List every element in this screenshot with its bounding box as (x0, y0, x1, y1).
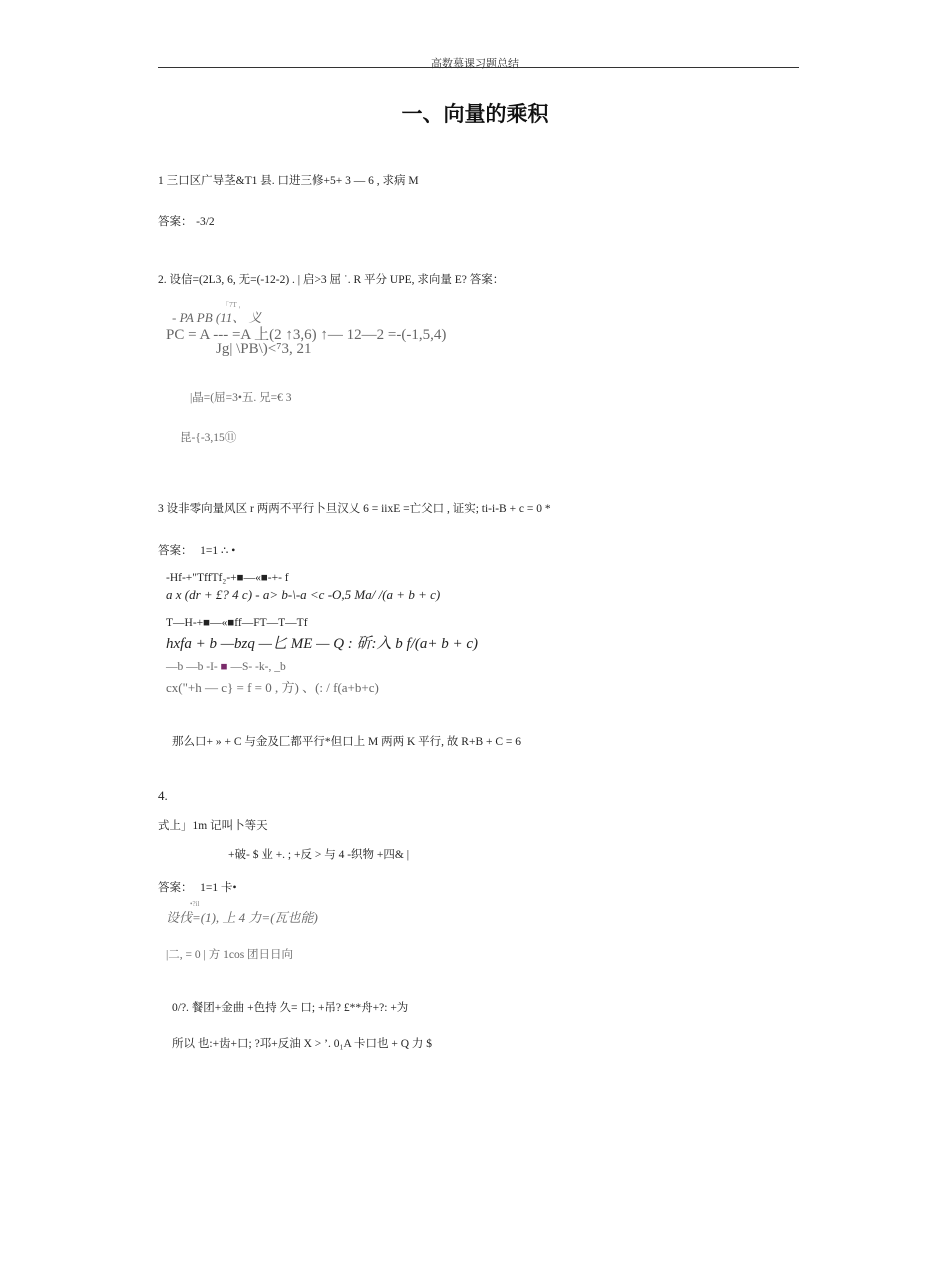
equation-text: —S- -k-, _b (227, 661, 286, 673)
equation-4-line-1: 设伐=(1), 上 4 力=(瓦也能) (166, 910, 318, 925)
answer-value: 1=1 ∴ • (200, 545, 236, 557)
equation-text: —b —b -I- (166, 661, 221, 673)
equation-2-line-1: - PA PB (11、 义 (172, 310, 262, 325)
equation-mark: ■ (220, 661, 228, 673)
answer-label: 答案： (158, 880, 193, 894)
header-rule (158, 67, 799, 68)
equation-4-mark: •?il (190, 900, 200, 908)
equation-2-line-4: |晶=(屈=3•五. 兄=€ 3 (190, 392, 292, 404)
question-4: 式上」1m 记叫卜等天 (158, 820, 268, 832)
equation-3-line-4: hxfa + b —bzq —匕 ME — Q : 斫:入 b f/(a+ b + c) (166, 636, 479, 652)
equation-3-line-6: cx("+h — c} = f = 0 , 方) 、(: / f(a+b+c) (166, 680, 379, 695)
answer-value: -3/2 (196, 216, 215, 228)
question-1: 1 三口区广导茎&T1 县. 口进三修+5+ 3 — 6 , 求病 M (158, 175, 419, 187)
equation-4-line-4: 所以 也:+齿+口; ?邛+反油 X > ’. 0₁A 卡口也 + Q 力 $ (172, 1038, 433, 1050)
header-title: 高数慕课习题总结 (431, 57, 519, 70)
equation-3-line-3: T—H-+■—«■ff—FT—T—Tf (166, 617, 308, 629)
question-3: 3 设非零向量风区 r 两两不平行卜旦汉乂 6 = iixE =亡父口 , 证实; ti-i-B + c = 0 * (158, 503, 551, 515)
page-title: 一、向量的乘积 (401, 102, 549, 126)
answer-label: 答案： (158, 543, 193, 557)
answer-1 (158, 213, 215, 229)
equation-4-line-3: 0/?. 餐团+金曲 +色持 久= 口; +吊? £**舟+?: +为 (172, 1002, 409, 1014)
question-4-formula: +破- $ 业 +. ; +反 > 与 4 -织物 +四& | (228, 849, 410, 861)
equation-2-line-5: 昆-{-3,15⑪ (180, 432, 237, 444)
equation-3-line-2: a x (dr + £? 4 c) - a> b-\-a <c -O,5 Ma/ /(a + b + c) (166, 587, 441, 602)
answer-4 (158, 879, 237, 895)
equation-2-line-2: PC = A --- =A 上(2 ↑3,6) ↑— 12—2 =-(-1,5,4) (166, 327, 447, 343)
equation-2-line-3: Jg| \PB\)<⁷3, 21 (216, 341, 312, 357)
question-2: 2. 设信=(2L3, 6, 无=(-12-2) . | 启>3 屈 ˙. R 平分 UPE, 求向量 E? 答案： (158, 274, 505, 286)
equation-2-mark: 「7T ， (222, 301, 246, 309)
conclusion-3: 那么口+ » + C 与金及匚都平行*但口上 M 两两 K 平行, 故 R+B + C = 6 (172, 736, 522, 748)
equation-4-line-2: |二, = 0 | 方 1cos 团日日向 (166, 949, 294, 961)
answer-label: 答案： (158, 214, 193, 228)
answer-3 (158, 542, 235, 558)
answer-value: 1=1 卡• (200, 882, 237, 894)
question-4-number: 4. (158, 788, 168, 803)
equation-3-line-5 (166, 661, 286, 673)
equation-3-line-1: -Hf-+"TffTf₂-+■—«■-+- f (166, 572, 289, 584)
